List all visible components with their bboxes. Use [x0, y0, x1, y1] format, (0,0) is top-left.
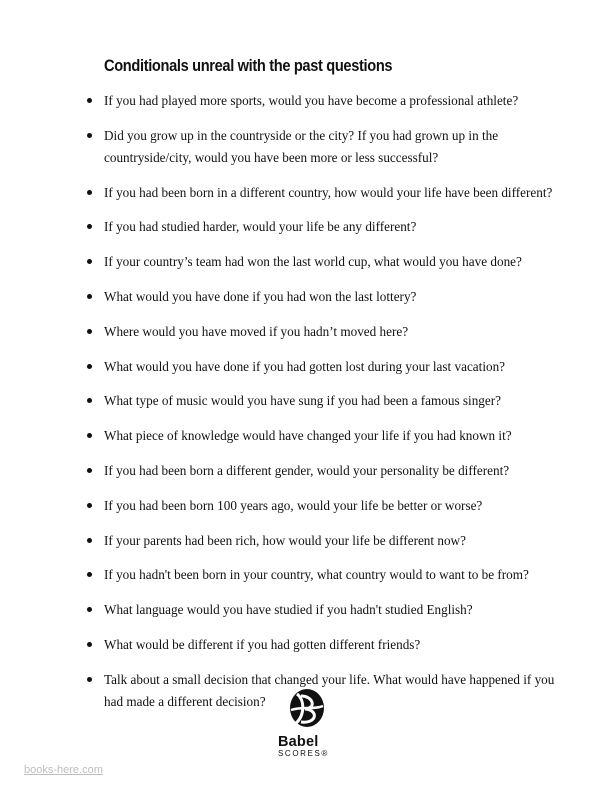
- list-item: Where would you have moved if you hadn’t moved here?: [0, 321, 612, 343]
- list-item: What would be different if you had gotten different friends?: [0, 634, 612, 656]
- list-item: If you had played more sports, would you have become a professional athlete?: [0, 90, 612, 112]
- list-item: If you had studied harder, would your life be any different?: [0, 216, 612, 238]
- list-item: If you had been born 100 years ago, would your life be better or worse?: [0, 495, 612, 517]
- list-item: What type of music would you have sung if you had been a famous singer?: [0, 390, 612, 412]
- list-item: Did you grow up in the countryside or the city? If you had grown up in the countryside/city, would you have been more or less successful?: [0, 125, 612, 169]
- list-item: If you hadn't been born in your country, what country would to want to be from?: [0, 564, 612, 586]
- list-item: If you had been born in a different country, how would your life have been different?: [0, 182, 612, 204]
- list-item: If your country’s team had won the last world cup, what would you have done?: [0, 251, 612, 273]
- question-list: [0, 90, 612, 726]
- list-item: What would you have done if you had won the last lottery?: [0, 286, 612, 308]
- footer-link[interactable]: books-here.com: [24, 764, 103, 776]
- list-item: What language would you have studied if you hadn't studied English?: [0, 599, 612, 621]
- list-item: Talk about a small decision that changed your life. What would have happened if you had made a different decision?: [0, 669, 612, 713]
- logo-subtitle: SCORES®: [278, 749, 329, 758]
- list-item: If your parents had been rich, how would your life be different now?: [0, 530, 612, 552]
- list-item: What piece of knowledge would have changed your life if you had known it?: [0, 425, 612, 447]
- list-item: What would you have done if you had gotten lost during your last vacation?: [0, 356, 612, 378]
- list-item: If you had been born a different gender, would your personality be different?: [0, 460, 612, 482]
- logo-wordmark: Babel: [278, 734, 319, 750]
- babel-logo-icon: [287, 686, 327, 732]
- babel-scores-logo: [272, 686, 342, 766]
- page-title: Conditionals unreal with the past questions: [104, 56, 393, 75]
